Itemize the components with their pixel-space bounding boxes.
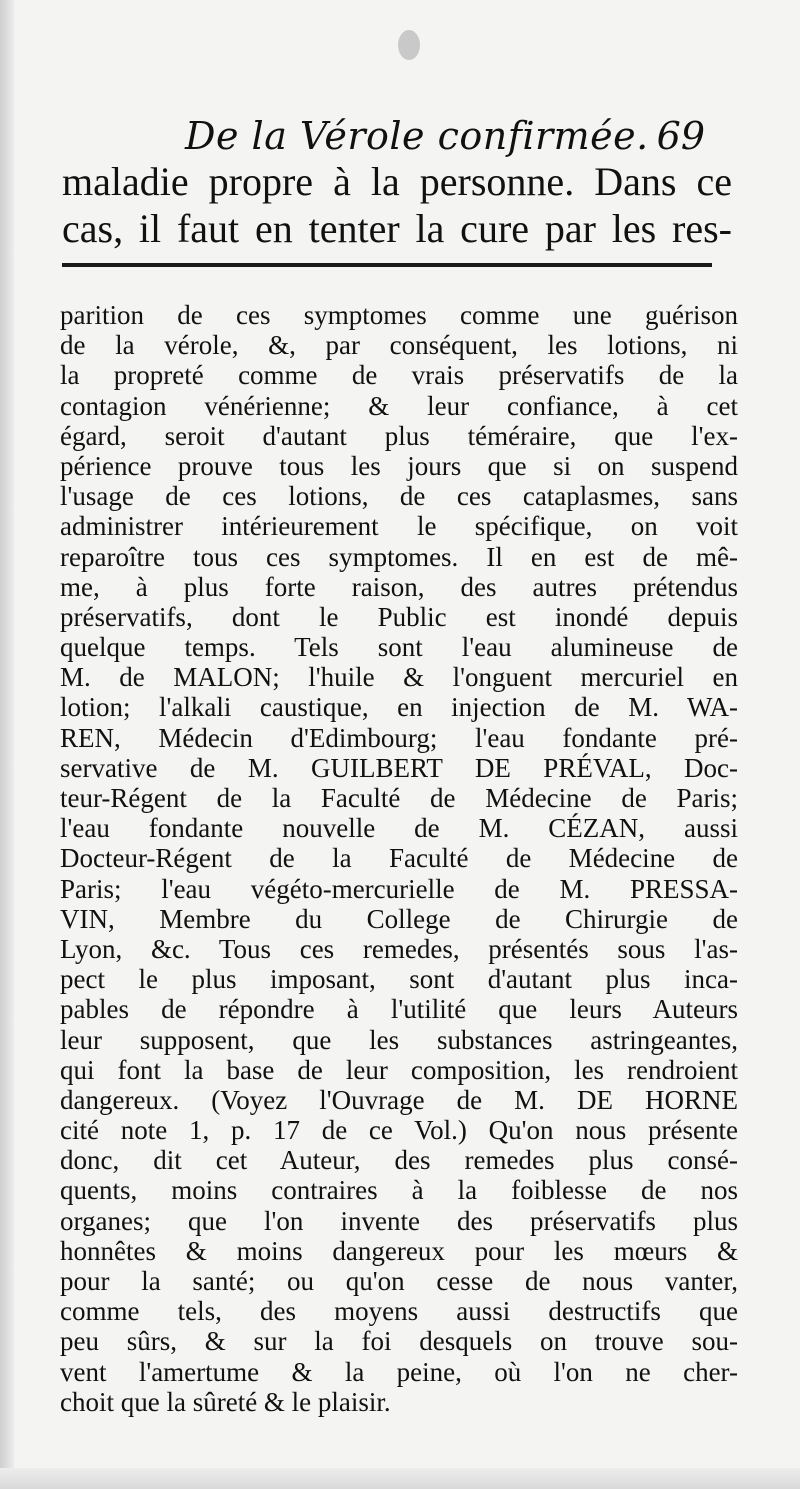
footnote-line: comme tels, des moyens aussi destructifs que [60, 1296, 738, 1327]
footnote-line: cité note 1, p. 17 de ce Vol.) Qu'on nous présente [60, 1115, 738, 1146]
footnote-line: parition de ces symptomes comme une guérison [60, 300, 738, 330]
page-bottom-edge [0, 1468, 800, 1489]
footnote-line: contagion vénérienne; & leur confiance, à cet [60, 390, 738, 421]
footnote-line: Lyon, &c. Tous ces remedes, présentés sous l'as- [60, 933, 738, 964]
footnote-line: préservatifs, dont le Public est inondé depuis [60, 601, 738, 632]
page-edge-shadow [0, 0, 14, 1489]
footnote-line: teur-Régent de la Faculté de Médecine de Paris; [60, 783, 738, 813]
footnote-text [60, 300, 738, 1417]
footnote-line: quelque temps. Tels sont l'eau alumineuse de [60, 632, 738, 663]
footnote-line: l'eau fondante nouvelle de M. CÉZAN, aussi [60, 813, 738, 844]
footnote-line: REN, Médecin d'Edimbourg; l'eau fondante pré- [60, 722, 738, 753]
footnote-line: VIN, Membre du College de Chirurgie de [60, 903, 738, 934]
paper-stain [398, 30, 420, 60]
footnote-line: l'usage de ces lotions, de ces cataplasmes, sans [60, 481, 738, 512]
footnote-line: pables de répondre à l'utilité que leurs Auteurs [60, 994, 738, 1025]
footnote-line: égard, seroit d'autant plus téméraire, que l'ex- [60, 420, 738, 451]
footnote-line: administrer intérieurement le spécifique, on voit [60, 511, 738, 542]
footnote-line: choit que la sûreté & le plaisir. [60, 1386, 391, 1417]
footnote-line: Paris; l'eau végéto-mercurielle de M. PRESSA- [60, 873, 738, 904]
footnote-line: M. de MALON; l'huile & l'onguent mercuriel en [60, 662, 738, 693]
footnote-line: dangereux. (Voyez l'Ouvrage de M. DE HORNE [60, 1084, 738, 1115]
main-text-line: maladie propre à la personne. Dans ce [62, 159, 732, 204]
main-text [62, 158, 732, 252]
page-header [185, 108, 705, 164]
footnote-line: pour la santé; ou qu'on cesse de nous vanter, [60, 1266, 738, 1296]
footnote-line: donc, dit cet Auteur, des remedes plus consé- [60, 1145, 738, 1176]
footnote-separator-rule [62, 263, 712, 267]
footnote-line: périence prouve tous les jours que si on suspend [60, 450, 738, 481]
page-number: 69 [656, 114, 705, 158]
footnote-line: qui font la base de leur composition, les rendroient [60, 1054, 738, 1085]
footnote-line: me, à plus forte raison, des autres prétendus [60, 571, 738, 602]
footnote-line: servative de M. GUILBERT DE PRÉVAL, Doc- [60, 752, 738, 783]
footnote-line: la propreté comme de vrais préservatifs de la [60, 360, 738, 391]
main-text-line: cas, il faut en tenter la cure par les res- [62, 206, 732, 251]
footnote-line: leur supposent, que les substances astringeantes, [60, 1024, 738, 1055]
footnote-line: organes; que l'on invente des préservatifs plus [60, 1205, 738, 1236]
footnote-line: pect le plus imposant, sont d'autant plus inca- [60, 964, 738, 995]
footnote-line: peu sûrs, & sur la foi desquels on trouve sou- [60, 1326, 738, 1357]
footnote-line: de la vérole, &, par conséquent, les lotions, ni [60, 330, 738, 361]
footnote-line: vent l'amertume & la peine, où l'on ne cher- [60, 1356, 738, 1387]
footnote-line: quents, moins contraires à la foiblesse de nos [60, 1175, 738, 1206]
footnote-line: reparoître tous ces symptomes. Il en est de mê- [60, 541, 738, 572]
footnote-line: lotion; l'alkali caustique, en injection de M. WA- [60, 692, 738, 723]
footnote-line: Docteur-Régent de la Faculté de Médecine de [60, 843, 738, 874]
footnote-line: honnêtes & moins dangereux pour les mœurs & [60, 1235, 738, 1266]
running-title: De la Vérole confirmée. [185, 114, 649, 158]
